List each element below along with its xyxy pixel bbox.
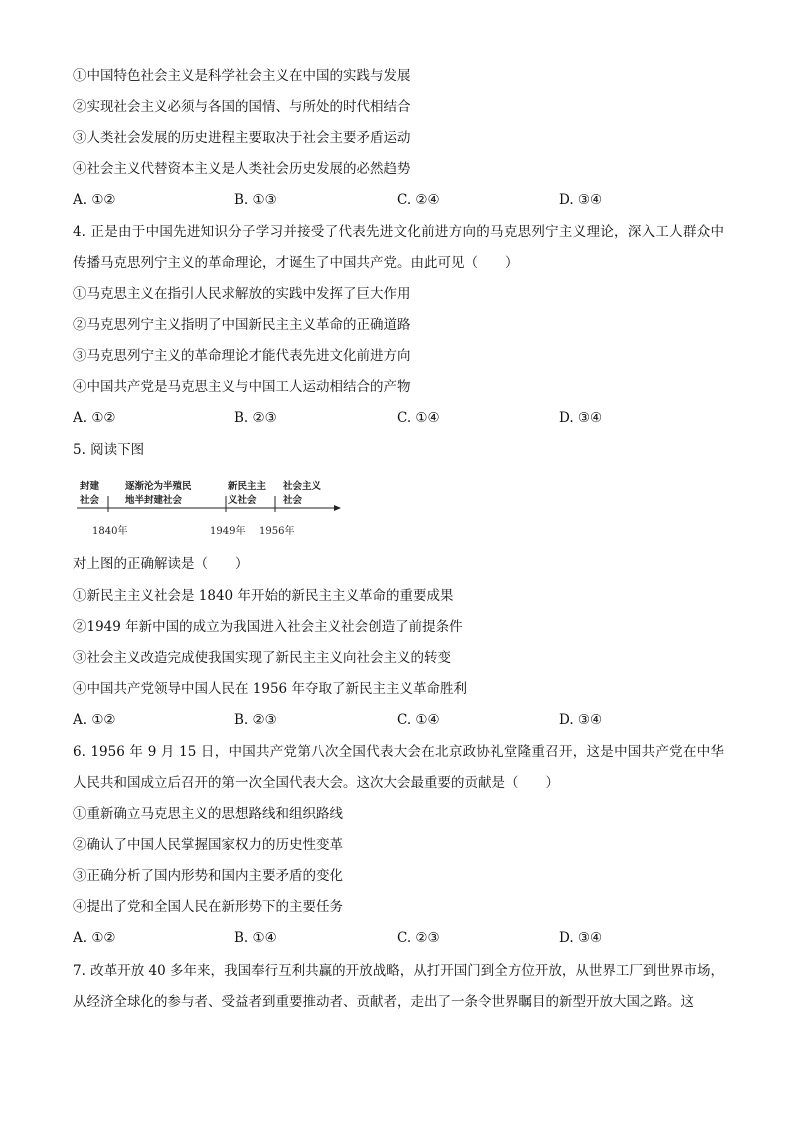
q5-option-b[interactable]: B. ②③ — [234, 712, 277, 728]
timeline-label-feudal-2: 社会 — [80, 495, 100, 506]
q5-statement-1: ①新民主主义社会是 1840 年开始的新民主主义革命的重要成果 — [73, 588, 454, 604]
q4-statement-3: ③马克思列宁主义的革命理论才能代表先进文化前进方向 — [73, 348, 411, 364]
q5-statement-3: ③社会主义改造完成使我国实现了新民主主义向社会主义的转变 — [73, 650, 451, 666]
q6-option-d[interactable]: D. ③④ — [559, 930, 603, 946]
q5-option-c[interactable]: C. ①④ — [397, 712, 440, 728]
q6-option-a[interactable]: A. ①② — [73, 930, 116, 946]
q5-option-d[interactable]: D. ③④ — [559, 712, 603, 728]
timeline-year-1949: 1949年 — [210, 526, 246, 537]
q6-statement-2: ②确认了中国人民掌握国家权力的历史性变革 — [73, 837, 343, 853]
timeline-label-newdemocracy-2: 义社会 — [228, 495, 257, 506]
q4-stem: 4. 正是由于中国先进知识分子学习并接受了代表先进文化前进方向的马克思列宁主义理论，深入工人群众中传播马克思列宁主义的革命理论，才诞生了中国共产党。由此可见（ ） — [73, 224, 724, 271]
q6-option-b[interactable]: B. ①④ — [234, 930, 277, 946]
q3-statement-1: ①中国特色社会主义是科学社会主义在中国的实践与发展 — [73, 68, 411, 84]
q4-option-b[interactable]: B. ②③ — [234, 410, 277, 426]
q5-options — [73, 711, 733, 729]
q4-statement-1: ①马克思主义在指引人民求解放的实践中发挥了巨大作用 — [73, 286, 411, 302]
q6-options — [73, 929, 733, 947]
timeline-label-feudal-1: 封建 — [80, 481, 100, 492]
q3-statement-3: ③人类社会发展的历史进程主要取决于社会主要矛盾运动 — [73, 130, 411, 146]
q6-statement-1: ①重新确立马克思主义的思想路线和组织路线 — [73, 806, 343, 822]
q4-options — [73, 409, 733, 427]
q5-question: 对上图的正确解读是（ ） — [73, 556, 249, 572]
timeline-label-socialism-2: 社会 — [283, 495, 303, 506]
timeline-year-1956: 1956年 — [259, 526, 295, 537]
timeline-arrow — [334, 505, 341, 511]
q6-statement-4: ④提出了党和全国人民在新形势下的主要任务 — [73, 899, 343, 915]
q5-statement-4: ④中国共产党领导中国人民在 1956 年夺取了新民主主义革命胜利 — [73, 681, 467, 697]
q7-stem: 7. 改革开放 40 多年来，我国奉行互利共赢的开放战略，从打开国门到全方位开放，从世界工厂到世界市场，从经济全球化的参与者、受益者到重要推动者、贡献者，走出了一条令世界瞩目的新型开放大国之路。这 — [73, 963, 724, 1010]
q6-stem: 6. 1956 年 9 月 15 日，中国共产党第八次全国代表大会在北京政协礼堂隆重召开，这是中国共产党在中华人民共和国成立后召开的第一次全国代表大会。这次大会最重要的贡献是（ ） — [73, 744, 724, 791]
q4-option-c[interactable]: C. ①④ — [397, 410, 440, 426]
q4-statement-4: ④中国共产党是马克思主义与中国工人运动相结合的产物 — [73, 379, 411, 395]
q5-statement-2: ②1949 年新中国的成立为我国进入社会主义社会创造了前提条件 — [73, 619, 463, 635]
timeline-year-1840: 1840年 — [92, 526, 128, 537]
q3-option-d[interactable]: D. ③④ — [559, 192, 603, 208]
q5-option-a[interactable]: A. ①② — [73, 712, 116, 728]
q4-option-a[interactable]: A. ①② — [73, 410, 116, 426]
q6-statement-3: ③正确分析了国内形势和国内主要矛盾的变化 — [73, 868, 343, 884]
timeline-label-socialism-1: 社会主义 — [283, 481, 322, 492]
q3-option-a[interactable]: A. ①② — [73, 192, 116, 208]
q3-option-c[interactable]: C. ②④ — [397, 192, 440, 208]
q3-statement-2: ②实现社会主义必须与各国的国情、与所处的时代相结合 — [73, 99, 411, 115]
q6-option-c[interactable]: C. ②③ — [397, 930, 440, 946]
timeline-label-semicolonial-2: 地半封建社会 — [125, 495, 183, 506]
q4-statement-2: ②马克思列宁主义指明了中国新民主主义革命的正确道路 — [73, 317, 411, 333]
q4-option-d[interactable]: D. ③④ — [559, 410, 603, 426]
q3-statement-4: ④社会主义代替资本主义是人类社会历史发展的必然趋势 — [73, 161, 411, 177]
q3-options — [73, 191, 733, 209]
q3-option-b[interactable]: B. ①③ — [234, 192, 277, 208]
timeline-label-semicolonial-1: 逐渐沦为半殖民 — [125, 481, 192, 492]
q5-stem: 5. 阅读下图 — [73, 442, 145, 458]
timeline-label-newdemocracy-1: 新民主主 — [228, 481, 267, 492]
